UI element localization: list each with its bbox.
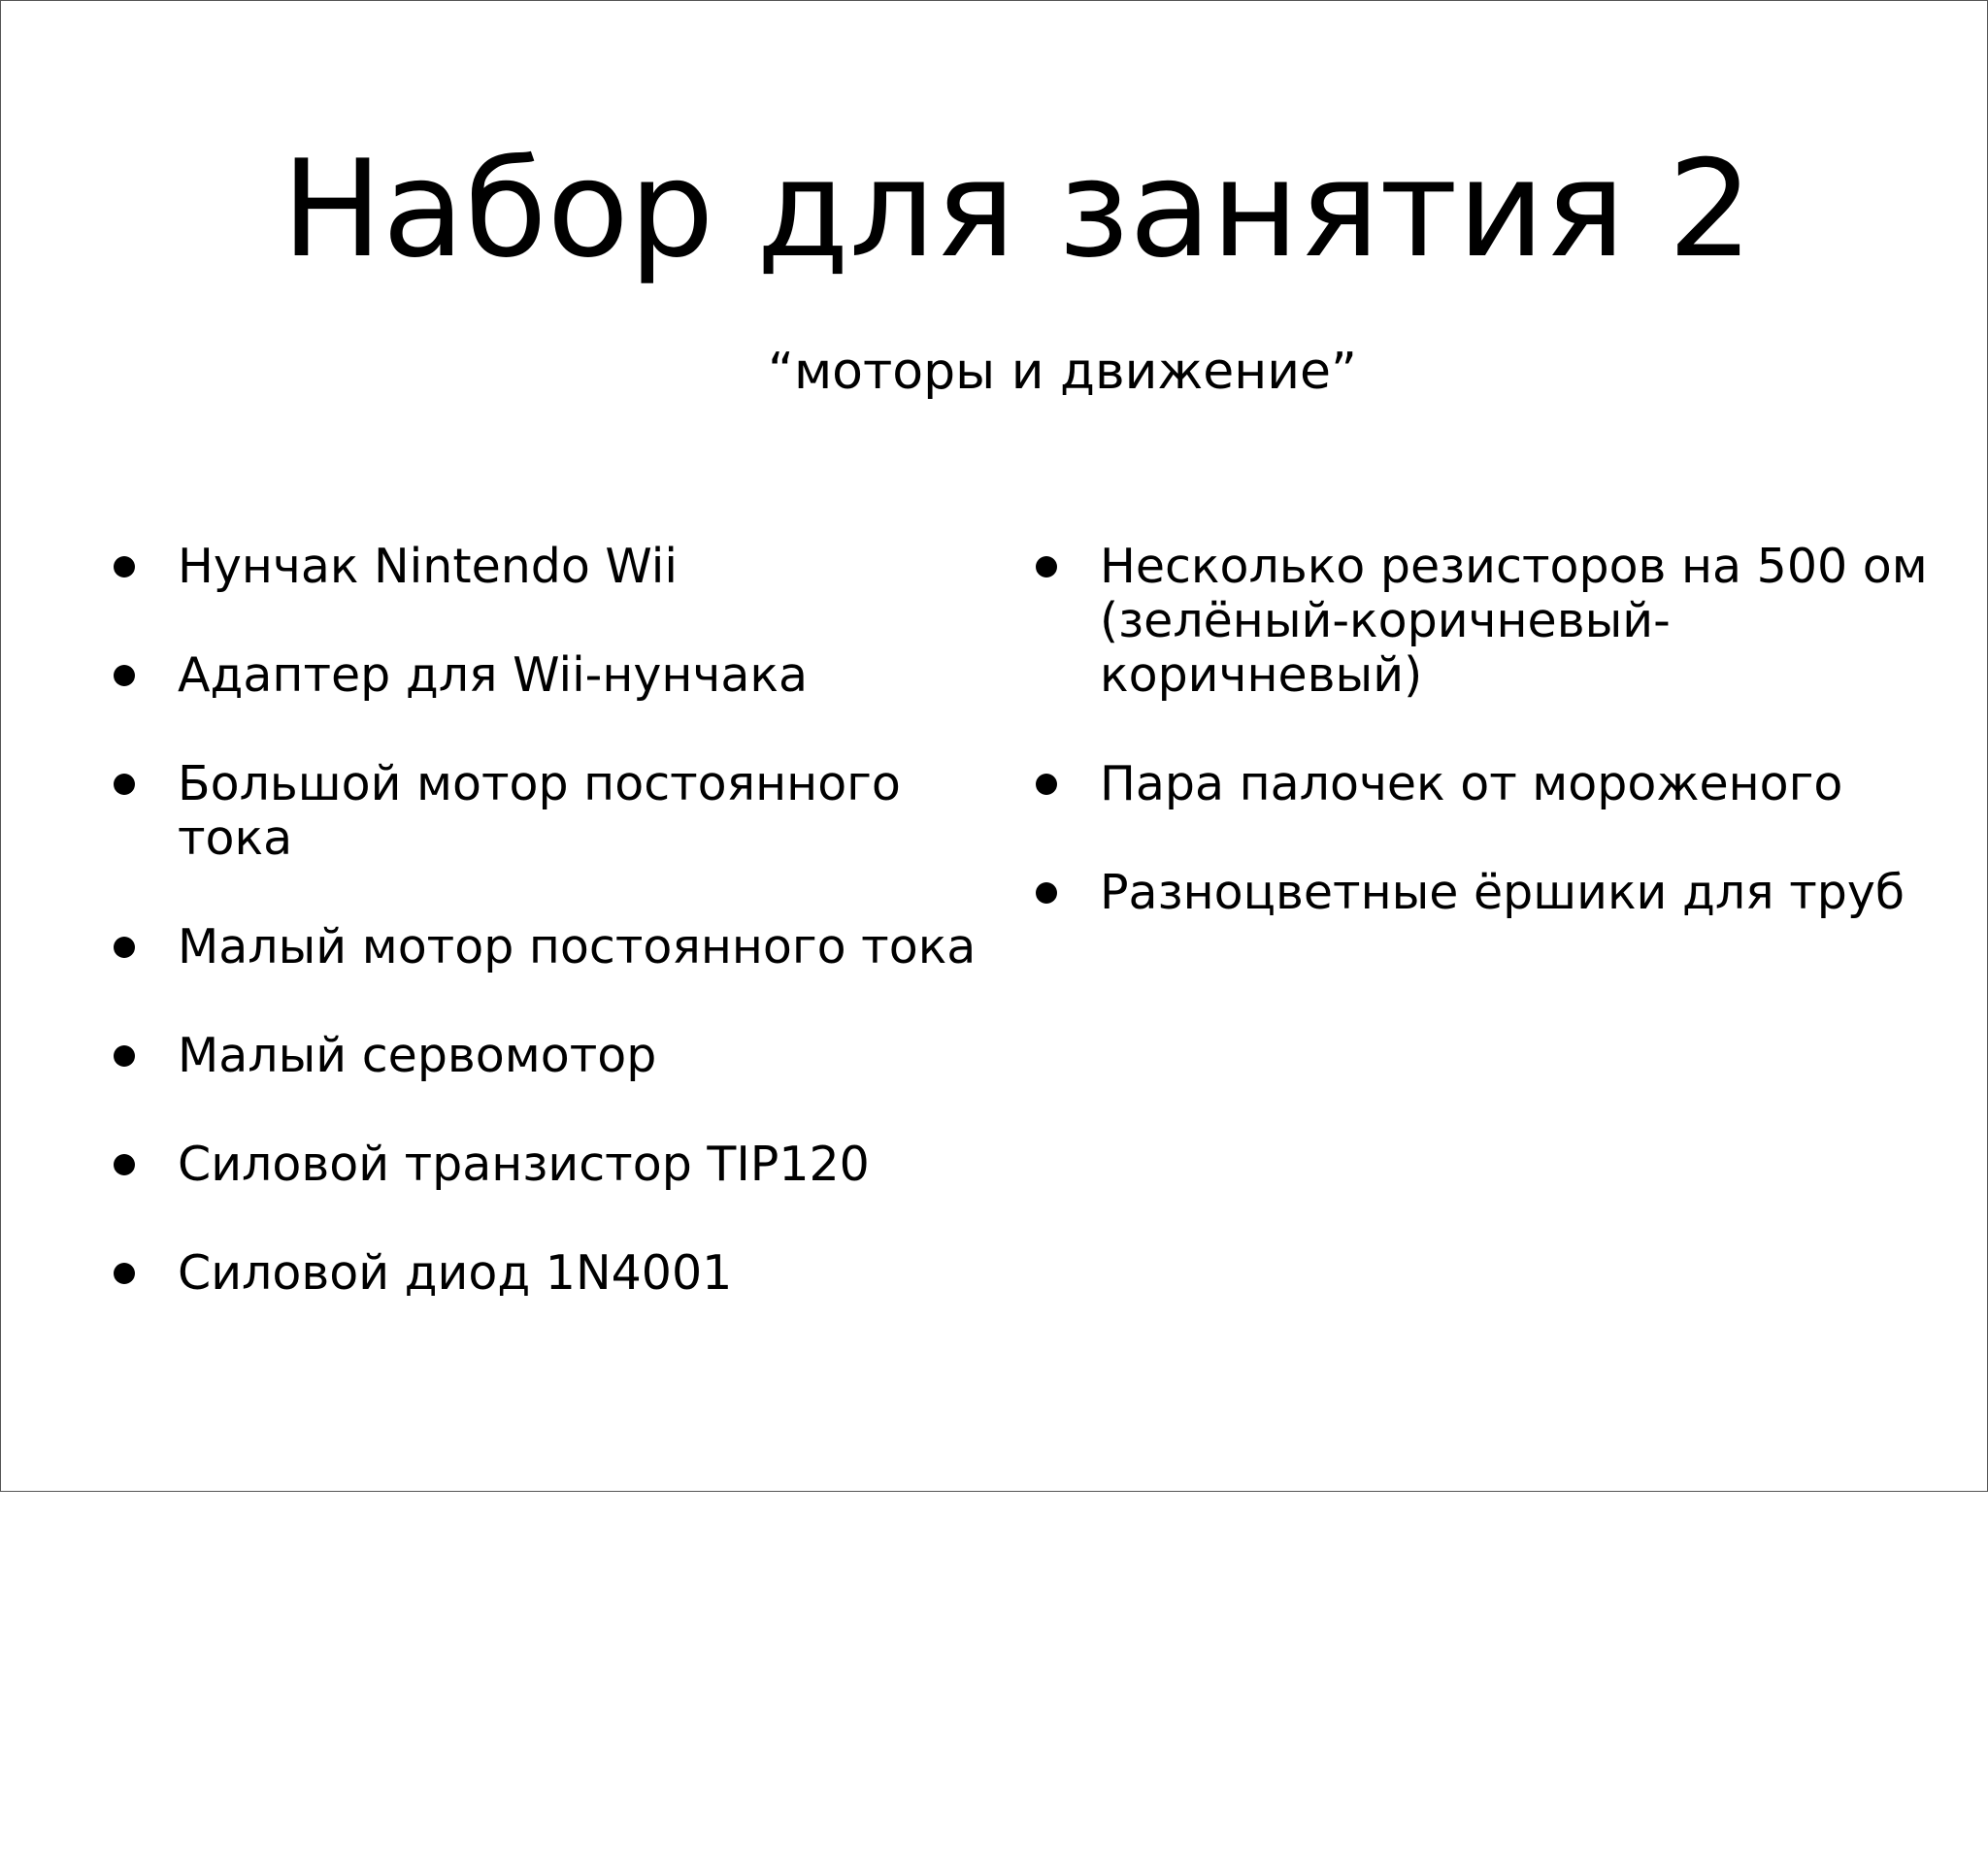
slide-subtitle: “моторы и движение” (768, 343, 1357, 401)
bullet-icon (114, 665, 135, 686)
list-item-text: Силовой транзистор TIP120 (178, 1137, 870, 1192)
list-item (108, 757, 1030, 866)
list-item (1030, 757, 1988, 811)
bullet-icon (114, 937, 135, 958)
list-item (108, 920, 1030, 974)
list-item (1030, 866, 1988, 920)
bullet-icon (1036, 774, 1057, 795)
list-item-text: Нунчак Nintendo Wii (178, 539, 679, 594)
list-item-text: Адаптер для Wii-нунчака (178, 647, 809, 703)
list-item (108, 1138, 1030, 1192)
bullet-icon (1036, 882, 1057, 904)
bullet-icon (114, 1045, 135, 1067)
bullet-icon (1036, 556, 1057, 578)
list-item-text: Разноцветные ёршики для труб (1100, 865, 1905, 920)
list-item-text: Малый сервомотор (178, 1028, 657, 1083)
bullet-icon (114, 556, 135, 578)
bullet-icon (114, 1263, 135, 1284)
list-item (108, 1029, 1030, 1083)
list-item-text: Малый мотор постоянного тока (178, 919, 977, 974)
list-item-text: Пара палочек от мороженого (1100, 756, 1843, 811)
slide-title: Набор для занятия 2 (282, 131, 1753, 287)
bullet-icon (114, 774, 135, 795)
bullet-icon (114, 1154, 135, 1175)
list-item-text: Силовой диод 1N4001 (178, 1245, 733, 1301)
list-item (1030, 540, 1988, 703)
list-item (108, 1246, 1030, 1301)
list-item (108, 648, 1030, 703)
list-item-text: Несколько резисторов на 500 ом (зелёный-коричневый-коричневый) (1100, 539, 1928, 703)
list-item (108, 540, 1030, 594)
bullet-list-right (1030, 540, 1988, 974)
list-item-text: Большой мотор постоянного тока (178, 756, 901, 866)
bullet-list-left (108, 540, 1030, 1355)
